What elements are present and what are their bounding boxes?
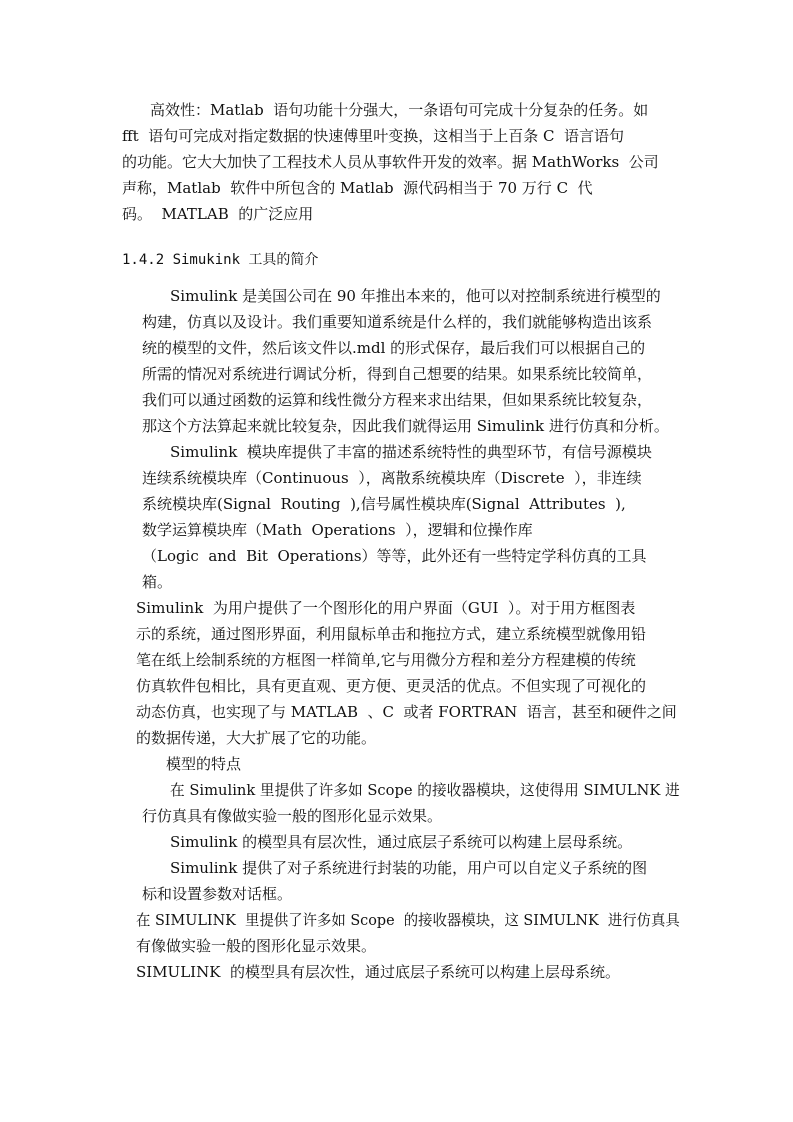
paragraph-line: 所需的情况对系统进行调试分析，得到自己想要的结果。如果系统比较简单， — [142, 365, 653, 383]
paragraph-line: 在 SIMULINK 里提供了许多如 Scope 的接收器模块，这 SIMULNK 进行仿真具 — [136, 911, 680, 929]
paragraph-line: 连续系统模块库（Continuous ），离散系统模块库（Discrete ），非连续 — [142, 469, 642, 487]
paragraph-line: 行仿真具有像做实验一般的图形化显示效果。 — [142, 807, 443, 825]
paragraph-line: 数学运算模块库（Math Operations ），逻辑和位操作库 — [142, 521, 533, 539]
paragraph-line: 码。 MATLAB 的广泛应用 — [122, 205, 314, 223]
paragraph-line: 系统模块库(Signal Routing ),信号属性模块库(Signal Attributes ), — [142, 495, 626, 513]
paragraph-line: 示的系统，通过图形界面，利用鼠标单击和拖拉方式，建立系统模型就像用铅 — [136, 625, 647, 643]
paragraph-line: 我们可以通过函数的运算和线性微分方程来求出结果，但如果系统比较复杂， — [142, 391, 653, 409]
paragraph-line: 构建，仿真以及设计。我们重要知道系统是什么样的，我们就能够构造出该系 — [142, 313, 653, 331]
paragraph-line: （Logic and Bit Operations）等等，此外还有一些特定学科仿真的工具 — [142, 547, 647, 565]
subheading: 模型的特点 — [166, 755, 242, 773]
paragraph-line: 有像做实验一般的图形化显示效果。 — [136, 937, 377, 955]
paragraph-line: 那这个方法算起来就比较复杂，因此我们就得运用 Simulink 进行仿真和分析。 — [142, 417, 669, 435]
paragraph-line: 动态仿真，也实现了与 MATLAB 、C 或者 FORTRAN 语言，甚至和硬件之间 — [136, 703, 677, 721]
paragraph-line: 在 Simulink 里提供了许多如 Scope 的接收器模块，这使得用 SIMULNK 进 — [170, 781, 680, 799]
paragraph-line: 笔在纸上绘制系统的方框图一样简单,它与用微分方程和差分方程建模的传统 — [136, 651, 636, 669]
paragraph-line: 箱。 — [142, 573, 173, 591]
paragraph-line: SIMULINK 的模型具有层次性，通过底层子系统可以构建上层母系统。 — [136, 963, 620, 981]
paragraph-line: Simulink 的模型具有层次性，通过底层子系统可以构建上层母系统。 — [170, 833, 633, 851]
paragraph-line: Simulink 是美国公司在 90 年推出本来的，他可以对控制系统进行模型的 — [170, 287, 661, 305]
paragraph-line: 的功能。它大大加快了工程技术人员从事软件开发的效率。据 MathWorks 公司 — [122, 153, 659, 171]
paragraph-line: 仿真软件包相比，具有更直观、更方便、更灵活的优点。不但实现了可视化的 — [136, 677, 647, 695]
paragraph-line: Simulink 提供了对子系统进行封装的功能，用户可以自定义子系统的图 — [170, 859, 648, 877]
paragraph-line: Simulink 为用户提供了一个图形化的用户界面（GUI ）。对于用方框图表 — [136, 599, 636, 617]
paragraph-line: Simulink 模块库提供了丰富的描述系统特性的典型环节，有信号源模块 — [170, 443, 652, 461]
section-heading: 1.4.2 Simukink 工具的简介 — [122, 252, 319, 268]
paragraph-line: 高效性：Matlab 语句功能十分强大，一条语句可完成十分复杂的任务。如 — [150, 101, 649, 119]
paragraph-line: 声称，Matlab 软件中所包含的 Matlab 源代码相当于 70 万行 C 代 — [122, 179, 593, 197]
paragraph-line: 标和设置参数对话框。 — [142, 885, 293, 903]
paragraph-line: 的数据传递，大大扩展了它的功能。 — [136, 729, 377, 747]
paragraph-line: 统的模型的文件，然后该文件以.mdl 的形式保存，最后我们可以根据自己的 — [142, 339, 646, 357]
paragraph-line: fft 语句可完成对指定数据的快速傅里叶变换，这相当于上百条 C 语言语句 — [122, 127, 625, 145]
